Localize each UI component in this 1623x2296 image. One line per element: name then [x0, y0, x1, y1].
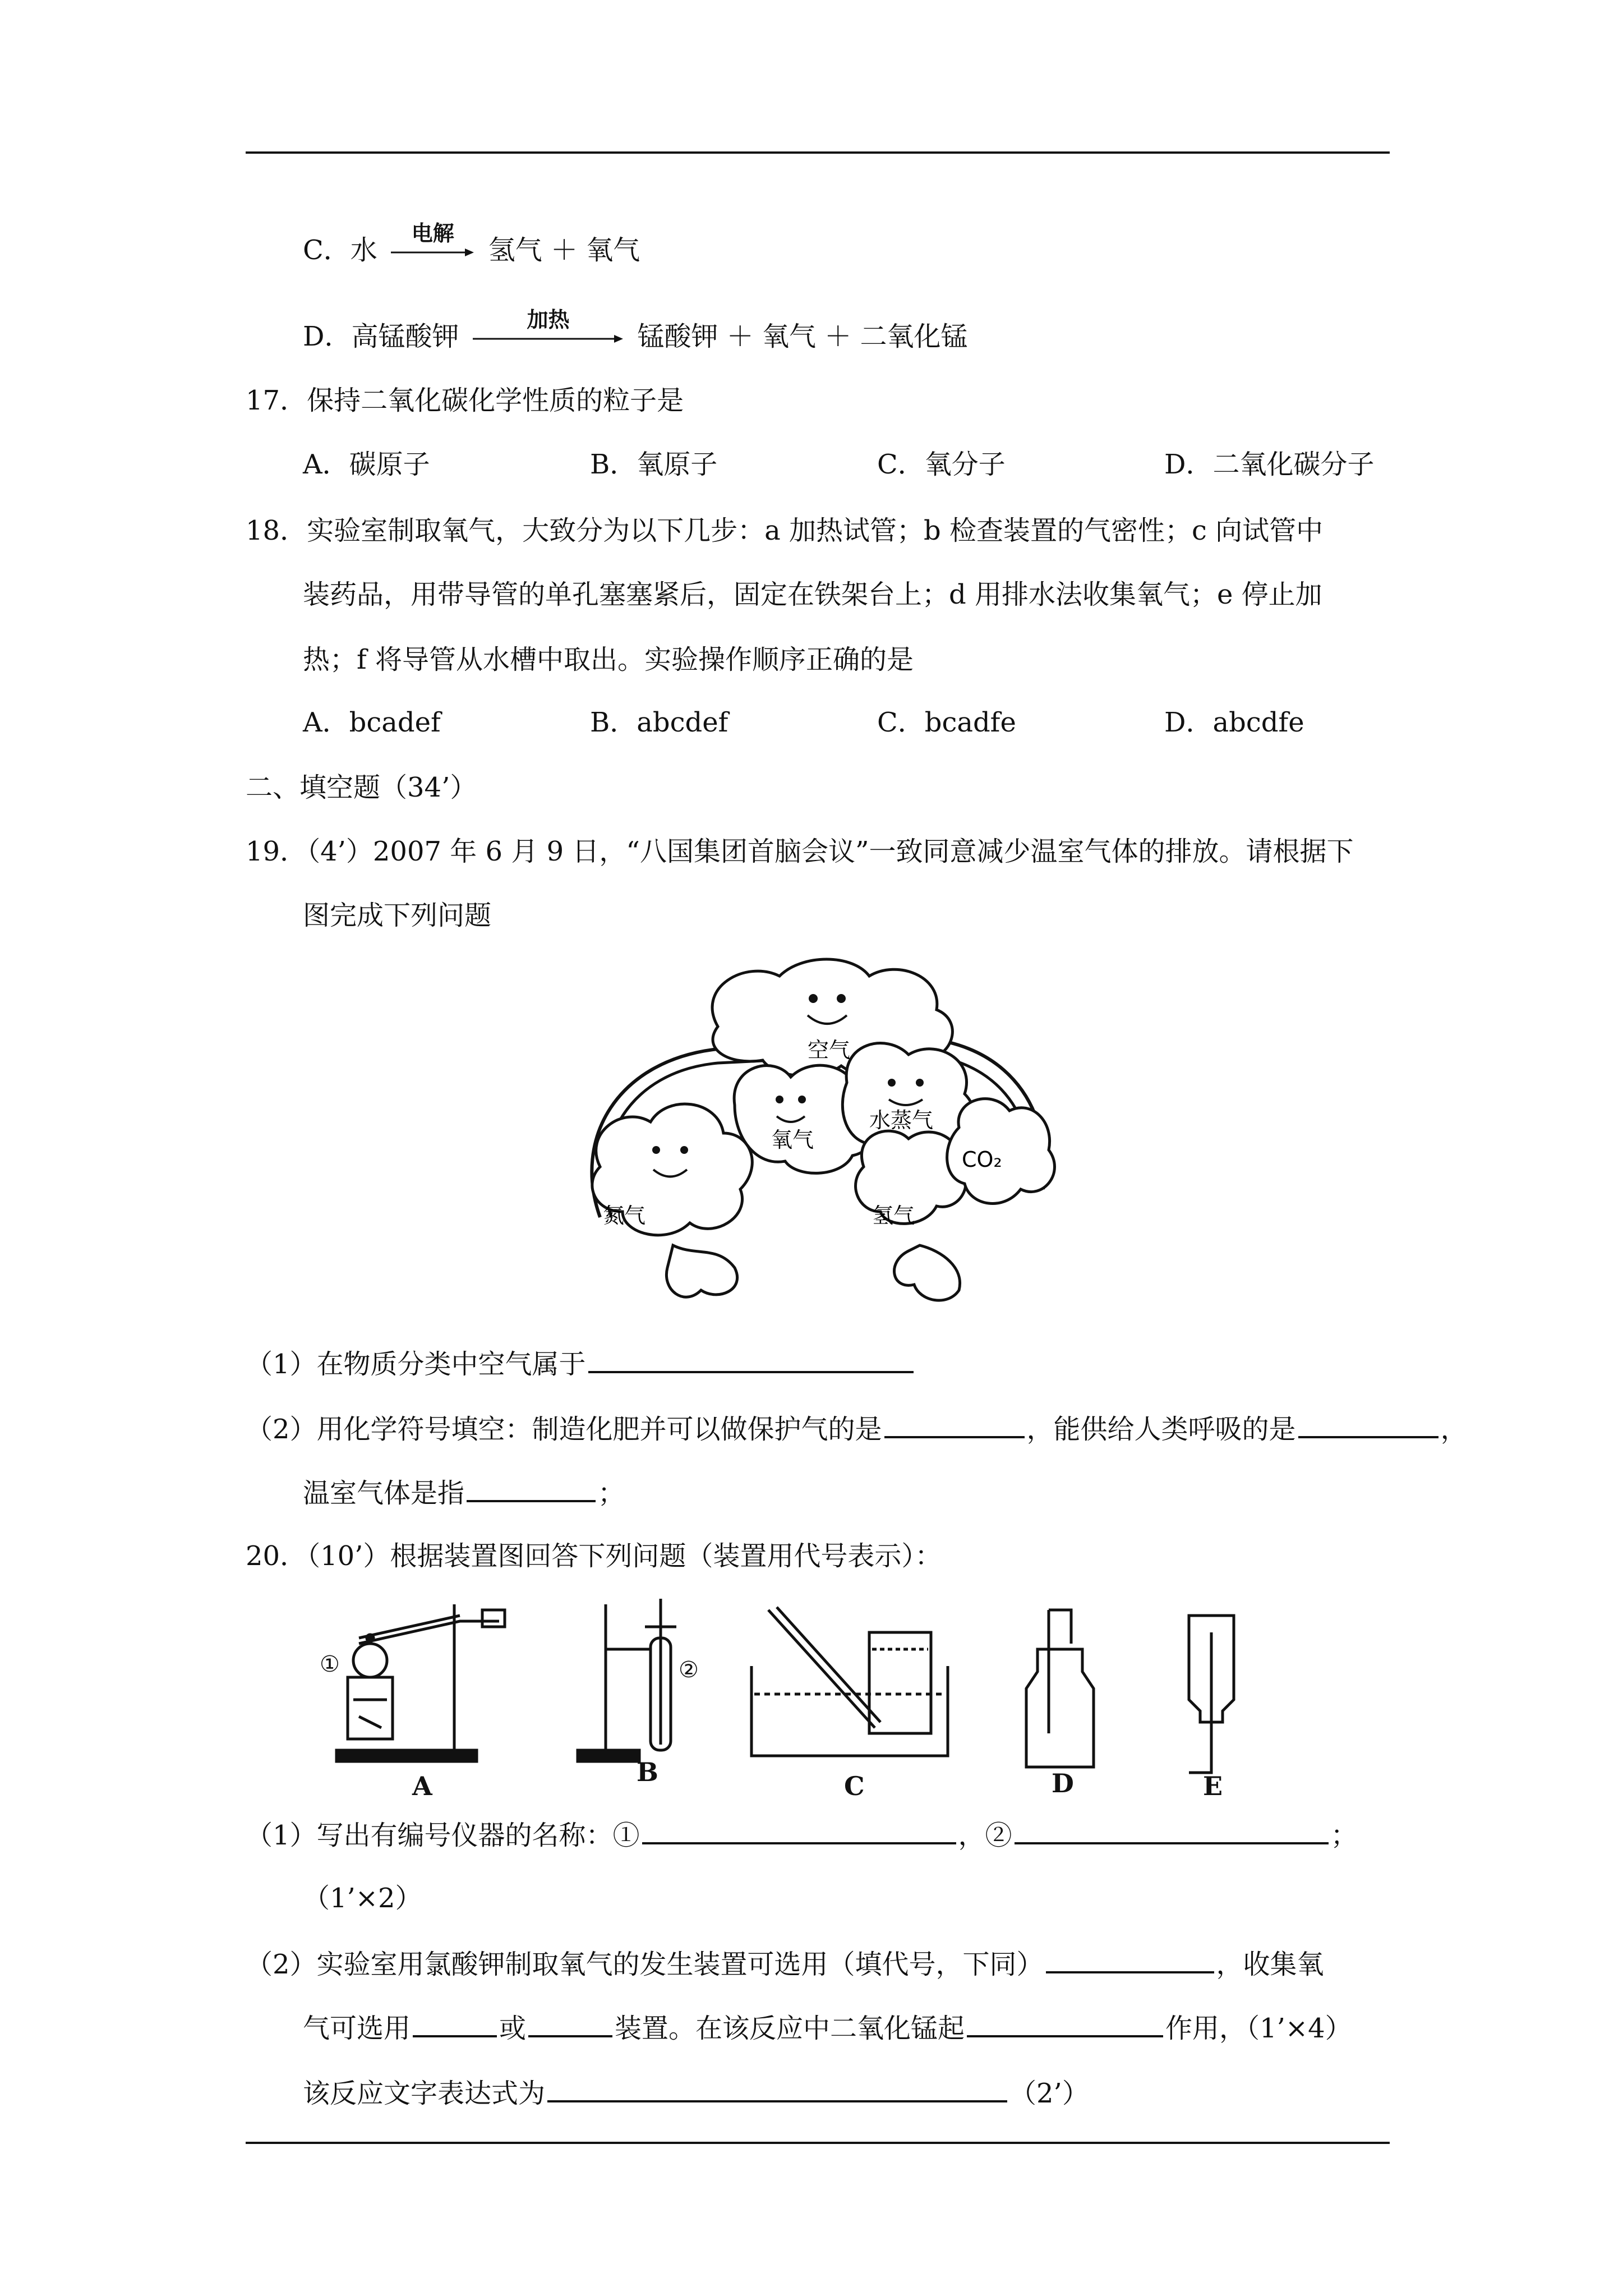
q16-option-d — [303, 307, 968, 356]
air-composition-illustration — [550, 954, 1088, 1318]
q18-line-1: 18．实验室制取氧气，大致分为以下几步：a 加热试管；b 检查装置的气密性；c 向试管中 — [246, 515, 1324, 546]
q16-option-c — [303, 220, 640, 269]
answer-blank[interactable] — [413, 2010, 497, 2037]
q16-c-products: 氢气 ＋ 氧气 — [488, 234, 640, 266]
q19-line-2: 图完成下列问题 — [303, 900, 492, 931]
hydrogen-label: 氢气 — [872, 1203, 915, 1228]
q20-sub1-text-a: （1）写出有编号仪器的名称：① — [246, 1820, 640, 1851]
q20-sub2-text-e: 装置。在该反应中二氧化锰起 — [615, 2013, 965, 2044]
q19-sub2-text-c: ， — [1440, 1414, 1468, 1445]
mark-one: ① — [320, 1651, 340, 1677]
apparatus-label-d: D — [1052, 1768, 1074, 1798]
q20-sub1-text-b: ，② — [958, 1820, 1012, 1851]
answer-blank[interactable] — [467, 1475, 596, 1502]
footer-rule — [246, 2142, 1390, 2144]
answer-blank[interactable] — [884, 1411, 1025, 1438]
q19-line-1: 19．（4’）2007 年 6 月 9 日，“八国集团首脑会议”一致同意减少温室气体的排放。请根据下 — [246, 836, 1354, 867]
q20-sub2-text-g: 该反应文字表达式为 — [303, 2078, 546, 2109]
q20-sub1-text-c: ； — [1330, 1820, 1358, 1851]
vapor-label: 水蒸气 — [869, 1108, 934, 1133]
q20-sub1-score: （1’×2） — [303, 1883, 422, 1914]
q20-sub2 — [246, 1947, 1324, 1981]
q16-c-label: C．水 — [303, 234, 377, 266]
q20-sub2-text-a: （2）实验室用氯酸钾制取氧气的发生装置可选用（填代号，下同） — [246, 1949, 1044, 1980]
q16-d-products: 锰酸钾 ＋ 氧气 ＋ 二氧化锰 — [637, 321, 968, 352]
q20-sub2-text-d: 或 — [499, 2013, 527, 2044]
q20-sub2-text-c: 气可选用 — [303, 2013, 411, 2044]
right-arrow-icon — [391, 246, 475, 259]
answer-blank[interactable] — [528, 2010, 612, 2037]
cartoon-clouds-drawing — [550, 954, 1088, 1318]
section-title: 二、填空题（34’） — [246, 772, 477, 803]
apparatus-label-a: A — [412, 1771, 432, 1801]
arrow-label: 加热 — [527, 307, 570, 332]
q20-sub2-cont — [303, 2010, 1352, 2045]
apparatus-label-b: B — [637, 1757, 658, 1787]
q19-sub2-text-e: ； — [598, 1478, 625, 1509]
answer-blank[interactable] — [588, 1346, 914, 1373]
answer-blank[interactable] — [967, 2010, 1163, 2037]
arrow-label: 电解 — [411, 220, 454, 246]
q17-option-c: C．氧分子 — [877, 449, 1006, 480]
q18-line-3: 热；f 将导管从水槽中取出。实验操作顺序正确的是 — [303, 644, 914, 675]
air-label: 空气 — [808, 1038, 851, 1062]
q20-stem: 20．（10’）根据装置图回答下列问题（装置用代号表示）： — [246, 1540, 942, 1572]
q19-sub1-text: （1）在物质分类中空气属于 — [246, 1349, 586, 1380]
q20-sub2-text-f: 作用，（1’×4） — [1165, 2013, 1352, 2044]
nitrogen-label: 氮气 — [603, 1203, 646, 1228]
q18-option-a: A．bcadef — [303, 707, 441, 738]
apparatus-drawing — [314, 1588, 1301, 1801]
q18-option-b: B．abcdef — [590, 707, 728, 738]
heating-arrow — [473, 307, 624, 356]
q19-sub2-text-d: 温室气体是指 — [303, 1478, 465, 1509]
q20-sub2-text-h: （2’） — [1009, 2078, 1089, 2109]
q20-sub2-expr — [303, 2076, 1089, 2110]
header-rule — [246, 151, 1390, 154]
q17-option-b: B．氧原子 — [590, 449, 718, 480]
q19-sub2-text-a: （2）用化学符号填空：制造化肥并可以做保护气的是 — [246, 1414, 882, 1445]
apparatus-figure — [314, 1588, 1301, 1801]
electrolysis-arrow — [391, 220, 475, 269]
q20-sub2-text-b: ，收集氧 — [1216, 1949, 1324, 1980]
q18-line-2: 装药品，用带导管的单孔塞塞紧后，固定在铁架台上；d 用排水法收集氧气；e 停止加 — [303, 579, 1322, 610]
q18-option-c: C．bcadfe — [877, 707, 1016, 738]
answer-blank[interactable] — [1015, 1818, 1329, 1844]
oxygen-label: 氧气 — [771, 1128, 814, 1152]
answer-blank[interactable] — [1046, 1947, 1214, 1973]
q17-stem: 17．保持二氧化碳化学性质的粒子是 — [246, 385, 684, 416]
answer-blank[interactable] — [642, 1818, 956, 1844]
q20-sub1 — [246, 1818, 1358, 1852]
answer-blank[interactable] — [547, 2076, 1007, 2102]
mark-two: ② — [679, 1657, 699, 1683]
apparatus-label-e: E — [1203, 1771, 1223, 1801]
answer-blank[interactable] — [1298, 1411, 1438, 1438]
q18-option-d: D．abcdfe — [1164, 707, 1304, 738]
right-arrow-icon — [473, 332, 624, 346]
q17-option-a: A．碳原子 — [303, 449, 430, 480]
apparatus-label-c: C — [844, 1771, 865, 1801]
q16-d-label: D．高锰酸钾 — [303, 321, 459, 352]
q19-sub2-cont — [303, 1475, 625, 1510]
q19-sub1 — [246, 1346, 916, 1381]
q19-sub2-text-b: ，能供给人类呼吸的是 — [1026, 1414, 1296, 1445]
q17-option-d: D．二氧化碳分子 — [1164, 449, 1375, 480]
q19-sub2 — [246, 1411, 1468, 1446]
co2-label: CO₂ — [962, 1147, 1002, 1172]
